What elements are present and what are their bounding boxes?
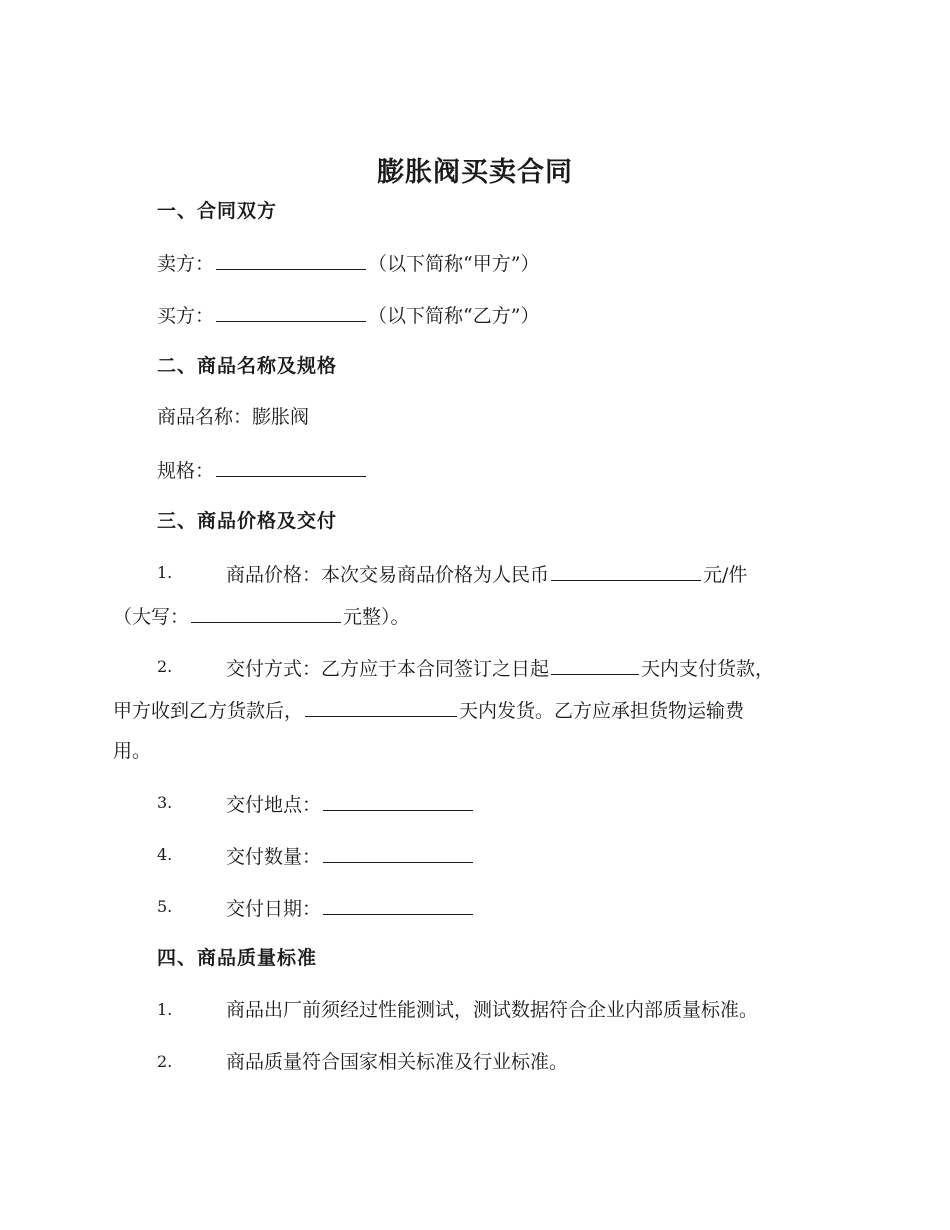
list-number: 5. — [157, 897, 173, 916]
seller-suffix: （以下简称“甲方”） — [368, 253, 540, 275]
shipping-days-blank — [305, 697, 457, 717]
spec-blank — [216, 457, 366, 477]
list-number: 1. — [157, 563, 173, 582]
buyer-label: 买方： — [157, 305, 215, 327]
shipping-line-end: 用。 — [113, 740, 152, 762]
delivery-date-label: 交付日期： — [226, 898, 322, 920]
document-title: 膨胀阀买卖合同 — [377, 157, 573, 188]
payment-line — [226, 655, 774, 681]
price-text: 商品价格：本次交易商品价格为人民币 — [226, 564, 550, 586]
list-number: 2. — [157, 657, 173, 676]
shipping-suffix: 天内发货。乙方应承担货物运输费 — [459, 700, 745, 722]
spec-label: 规格： — [157, 460, 215, 482]
quality-item-1: 商品出厂前须经过性能测试，测试数据符合企业内部质量标准。 — [226, 999, 759, 1021]
price-uppercase-line — [113, 603, 410, 629]
delivery-quantity-label: 交付数量： — [226, 846, 322, 868]
buyer-blank — [216, 302, 366, 322]
seller-blank — [216, 250, 366, 270]
section-heading-quality: 四、商品质量标准 — [157, 947, 318, 969]
shipping-text: 甲方收到乙方货款后， — [113, 700, 304, 722]
price-line — [226, 561, 747, 587]
quality-item-2: 商品质量符合国家相关标准及行业标准。 — [226, 1051, 569, 1073]
price-blank — [551, 561, 701, 581]
uppercase-suffix: 元整）。 — [343, 606, 410, 628]
list-number: 1. — [157, 1000, 173, 1019]
uppercase-blank — [191, 603, 341, 623]
seller-line — [157, 250, 539, 276]
payment-days-blank — [551, 655, 639, 675]
payment-suffix: 天内支付货款， — [641, 658, 775, 680]
price-unit: 元/件 — [703, 564, 748, 586]
section-heading-product: 二、商品名称及规格 — [157, 355, 338, 377]
buyer-suffix: （以下简称“乙方”） — [368, 305, 540, 327]
section-heading-parties: 一、合同双方 — [157, 200, 278, 222]
delivery-place-line — [226, 791, 475, 817]
delivery-quantity-line — [226, 843, 475, 869]
delivery-place-label: 交付地点： — [226, 794, 322, 816]
section-heading-price-delivery: 三、商品价格及交付 — [157, 510, 338, 532]
delivery-date-blank — [323, 895, 473, 915]
shipping-line — [113, 697, 744, 723]
list-number: 4. — [157, 845, 173, 864]
seller-label: 卖方： — [157, 253, 215, 275]
spec-line — [157, 457, 368, 483]
buyer-line — [157, 302, 539, 328]
list-number: 3. — [157, 793, 173, 812]
product-name-line: 商品名称：膨胀阀 — [157, 406, 310, 428]
delivery-place-blank — [323, 791, 473, 811]
list-number: 2. — [157, 1052, 173, 1071]
delivery-date-line — [226, 895, 475, 921]
uppercase-label: （大写： — [113, 606, 190, 628]
payment-text: 交付方式：乙方应于本合同签订之日起 — [226, 658, 550, 680]
delivery-quantity-blank — [323, 843, 473, 863]
